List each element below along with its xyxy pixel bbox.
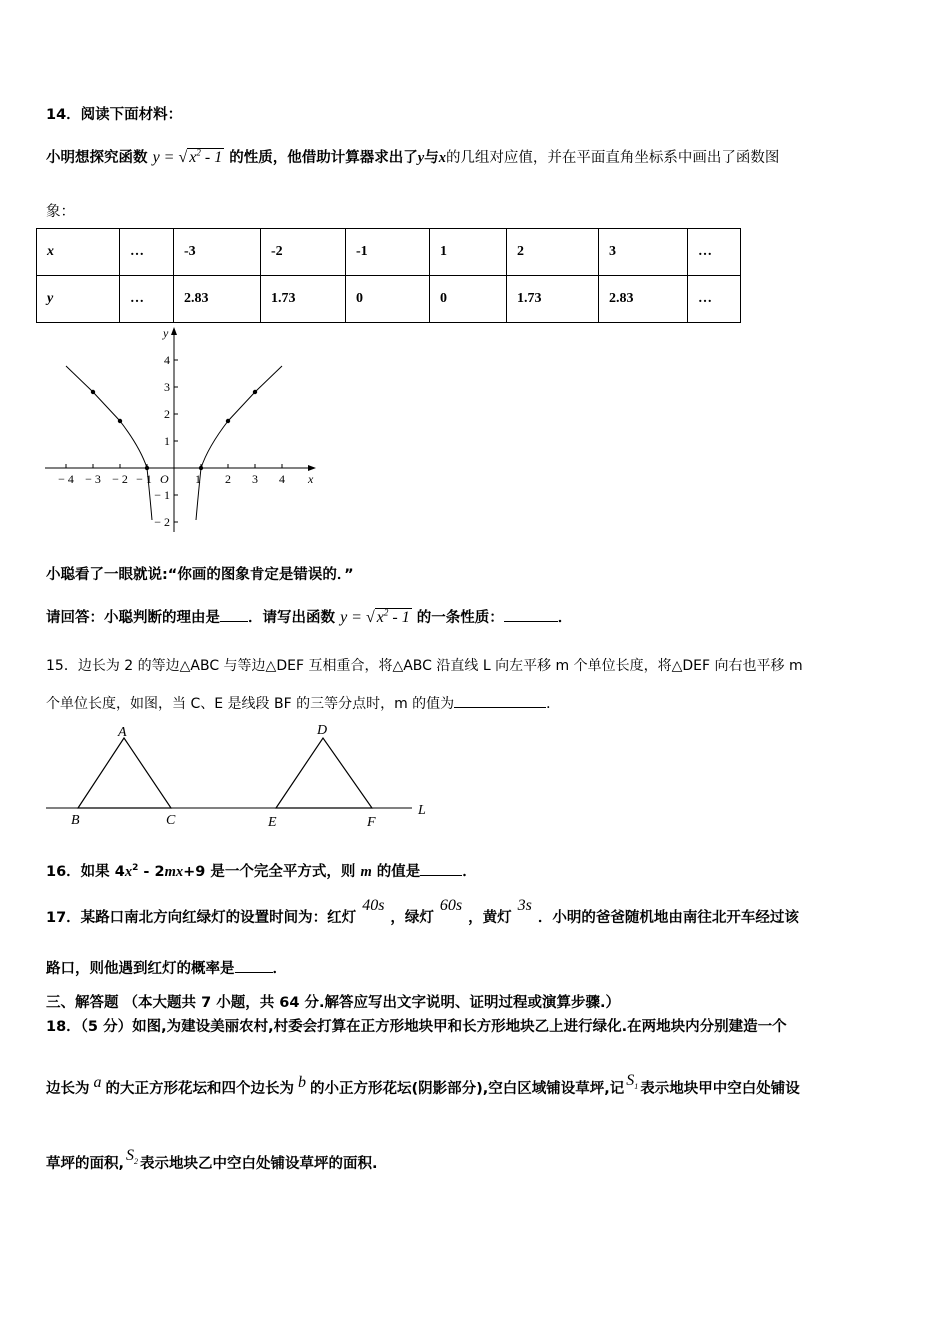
table-cell: 0	[430, 276, 507, 323]
q18-l2-d: 表示地块甲中空白处铺设	[640, 1081, 800, 1097]
q16-d: 的值是	[376, 864, 421, 880]
q14-ask-c: 的一条性质：	[416, 610, 504, 626]
table-cell: -1	[346, 229, 430, 276]
q16-m: m	[360, 864, 372, 880]
y-tick-label: 1	[164, 434, 170, 448]
x-tick-label: 2	[225, 472, 231, 486]
q15-line2-b: ．	[546, 696, 561, 712]
q14-ask-line	[46, 606, 572, 627]
q18-line1: 18．（5 分）如图,为建设美丽农村,村委会打算在正方形地块甲和长方形地块乙上进行绿化.在两地块内分别建造一个	[46, 1019, 787, 1035]
q17-line2	[46, 957, 287, 978]
graph-point	[226, 419, 230, 423]
table-cell: 3	[599, 229, 688, 276]
q17-d: ．小明的爸爸随机地由南往北开车经过该	[537, 910, 799, 926]
q18-l2-c: 的小正方形花坛(阴影部分),空白区域铺设草坪,记	[310, 1081, 625, 1097]
table-cell: …	[688, 276, 741, 323]
q18-s2: $S_2$	[126, 1147, 139, 1167]
answer-blank[interactable]	[420, 875, 462, 876]
table-cell: x	[37, 229, 120, 276]
answer-blank[interactable]	[454, 707, 546, 708]
q18-line2	[46, 1072, 800, 1099]
q14-function: y = √ $x^2 - 1$	[152, 147, 223, 166]
q15-line2-a: 个单位长度，如图，当 C、E 是线段 BF 的三等分点时，m 的值为	[46, 696, 455, 712]
q17-a: 17．某路口南北方向红绿灯的设置时间为：红灯	[46, 910, 357, 926]
label-b: B	[71, 813, 80, 828]
q14-ask-b: ．请写出函数	[248, 610, 335, 626]
table-cell: …	[688, 229, 741, 276]
q18-l3-b: 表示地块乙中空白处铺设草坪的面积.	[140, 1156, 378, 1172]
q18-var-b: b	[298, 1074, 306, 1091]
q16-mx: mx	[164, 864, 184, 880]
table-cell: 2.83	[599, 276, 688, 323]
q14-intro-line	[46, 146, 779, 167]
x-tick-label: − 1	[136, 472, 152, 486]
graph-point	[91, 390, 95, 394]
q14-and: 与	[424, 150, 439, 166]
graph-point	[118, 419, 122, 423]
triangle-abc	[78, 738, 171, 808]
q14-title: 14．阅读下面材料：	[46, 107, 183, 123]
q18-var-a: a	[93, 1074, 102, 1091]
label-e: E	[268, 815, 277, 830]
section3-heading: 三、解答题 （本大题共 7 小题，共 64 分.解答应写出文字说明、证明过程或演算步骤.）	[46, 995, 621, 1011]
q15-line2	[46, 693, 560, 713]
table-cell: -2	[261, 229, 346, 276]
x-tick-label: 1	[195, 472, 201, 486]
q16-exp: 2	[132, 863, 139, 874]
q18-l2-b: 的大正方形花坛和四个边长为	[105, 1081, 294, 1097]
q14-value-table	[36, 228, 741, 323]
y-tick-label: 3	[164, 380, 170, 394]
q17-c: ，黄灯	[468, 910, 512, 926]
table-cell: y	[37, 276, 120, 323]
q17-green-time: 60s	[439, 897, 463, 914]
graph-point	[253, 390, 257, 394]
q18-l3-a: 草坪的面积,	[46, 1156, 125, 1172]
x-tick-label: − 2	[112, 472, 128, 486]
graph-point	[199, 466, 203, 470]
table-cell: 2	[507, 229, 599, 276]
q18-l2-a: 边长为	[46, 1081, 90, 1097]
q14-var-y: y	[417, 150, 425, 166]
q14-intro-b: 的性质，他借助计算器求出了	[229, 150, 418, 166]
q16-line	[46, 860, 477, 881]
q14-ask-a: 请回答：小聪判断的理由是	[46, 610, 220, 626]
table-row-y	[37, 276, 741, 323]
label-c: C	[166, 813, 176, 828]
q17-line1	[46, 897, 799, 927]
triangle-def	[276, 738, 372, 808]
graph-point	[145, 466, 149, 470]
table-cell: 2.83	[174, 276, 261, 323]
label-l: L	[418, 803, 426, 818]
x-tick-label: − 4	[58, 472, 74, 486]
q16-c: +9 是一个完全平方式，则	[183, 864, 356, 880]
q14-graph	[40, 322, 330, 534]
q17-line2-b: ．	[272, 961, 287, 977]
y-tick-label: − 1	[154, 488, 170, 502]
table-cell: 1.73	[507, 276, 599, 323]
answer-blank[interactable]	[504, 621, 558, 622]
graph-origin: O	[160, 472, 169, 486]
y-tick-label: − 2	[154, 515, 170, 529]
label-f: F	[367, 815, 376, 830]
q14-comment: 小聪看了一眼就说:“你画的图象肯定是错误的．”	[46, 567, 354, 583]
label-d: D	[317, 723, 328, 738]
x-axis-arrow-icon	[308, 465, 316, 471]
q15-triangles-figure	[40, 720, 440, 835]
x-tick-label: − 3	[85, 472, 101, 486]
table-cell: -3	[174, 229, 261, 276]
q14-intro-a: 小明想探究函数	[46, 150, 148, 166]
table-cell: 1.73	[261, 276, 346, 323]
left-curve	[66, 366, 152, 520]
q16-a: 16．如果 4	[46, 864, 125, 880]
q16-x: x	[124, 864, 133, 880]
table-cell: …	[120, 229, 174, 276]
q16-e: ．	[462, 864, 477, 880]
graph-y-label: y	[163, 326, 169, 340]
q16-b: - 2	[138, 864, 165, 880]
q15-line1: 15．边长为 2 的等边△ABC 与等边△DEF 互相重合，将△ABC 沿直线 L 向左平移 m 个单位长度，将△DEF 向右也平移 m	[46, 658, 803, 674]
table-row-x	[37, 229, 741, 276]
q14-function-repeat: y = √ $x^2 - 1$	[340, 607, 410, 626]
graph-x-label: x	[308, 472, 314, 486]
q14-ask-d: ．	[557, 610, 573, 626]
answer-blank[interactable]	[220, 621, 248, 622]
y-tick-label: 4	[164, 353, 170, 367]
q17-yellow-time: 3s	[517, 897, 532, 914]
q17-line2-a: 路口，则他遇到红灯的概率是	[46, 961, 235, 977]
label-a: A	[118, 725, 127, 740]
q14-intro-d: 象：	[46, 204, 75, 220]
q17-red-time: 40s	[362, 897, 385, 914]
q17-b: ，绿灯	[390, 910, 434, 926]
q14-intro-c: 的几组对应值，并在平面直角坐标系中画出了函数图	[445, 150, 780, 166]
y-axis-arrow-icon	[171, 327, 177, 335]
right-curve	[196, 366, 282, 520]
x-tick-label: 3	[252, 472, 258, 486]
table-cell: 0	[346, 276, 430, 323]
table-cell: 1	[430, 229, 507, 276]
q18-s1: $S_1$	[626, 1072, 639, 1092]
q18-line3	[46, 1147, 378, 1174]
y-tick-label: 2	[164, 407, 170, 421]
x-tick-label: 4	[279, 472, 285, 486]
table-cell: …	[120, 276, 174, 323]
q14-var-x: x	[438, 150, 446, 166]
answer-blank[interactable]	[235, 972, 273, 973]
